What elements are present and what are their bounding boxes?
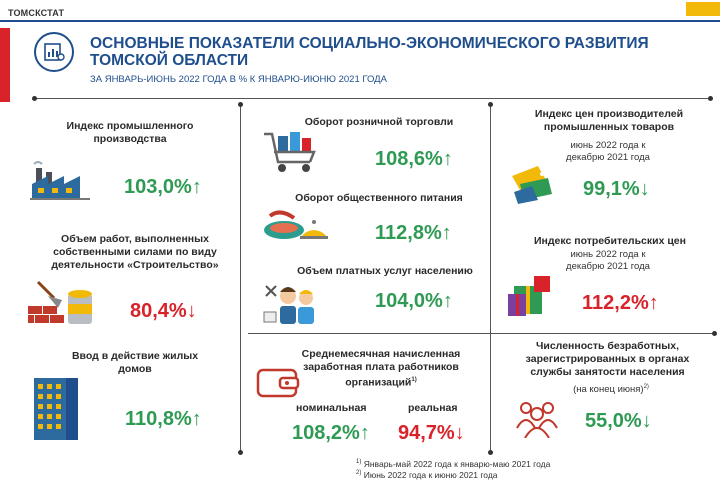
producer-price-period: июнь 2022 года к декабрю 2021 года: [566, 140, 650, 163]
footnote-2: [356, 470, 498, 480]
wages-label: Среднемесячная начисленная заработная плата работников организаций$^{1)}$: [301, 348, 461, 389]
people-group-icon: [514, 398, 560, 443]
divider-vertical-left: [240, 104, 241, 454]
catering-value: 112,8%↑: [375, 222, 452, 244]
footnote-2-mark: 2): [356, 470, 362, 477]
divider-dot: [488, 102, 493, 107]
unemployed-value: 55,0%↓: [585, 410, 652, 432]
price-tags-icon: [508, 162, 564, 211]
divider-top: [34, 98, 710, 99]
catering-label: Оборот общественного питания: [295, 192, 463, 204]
shopping-cart-icon: [262, 130, 318, 181]
apartment-building-icon: [32, 376, 82, 447]
factory-icon: [30, 158, 92, 205]
retail-label: Оборот розничной торговли: [304, 116, 454, 128]
divider-dot: [238, 102, 243, 107]
gift-boxes-icon: [508, 272, 552, 323]
services-value: 104,0%↑: [375, 290, 453, 312]
industry-label: Индекс промышленного производства: [66, 120, 194, 145]
unemployed-footnote-mark: 2): [643, 384, 649, 390]
consumer-price-value: 112,2%↑: [582, 292, 659, 314]
red-accent-bar: [0, 28, 10, 102]
divider-dot: [712, 331, 717, 336]
wages-real-value: 94,7%↓: [398, 422, 465, 444]
wages-nominal-label: номинальная: [296, 402, 367, 414]
housing-label: Ввод в действие жилых домов: [71, 350, 199, 375]
wages-nominal-value: 108,2%↑: [292, 422, 370, 444]
unemployed-label: Численность безработных, зарегистрированных в органах службы занятости населения: [525, 340, 690, 378]
wages-real-label: реальная: [408, 402, 458, 414]
construction-value: 80,4%↓: [130, 300, 197, 322]
footnote-1-mark: 1): [356, 459, 362, 466]
divider-dot: [32, 96, 37, 101]
divider-dot: [238, 450, 243, 455]
report-chart-icon: [34, 32, 74, 72]
footnote-2-text: Июнь 2022 года к июню 2021 года: [363, 470, 498, 480]
housing-value: 110,8%↑: [125, 408, 202, 430]
retail-value: 108,6%↑: [375, 148, 453, 170]
consumer-price-period: июнь 2022 года к декабрю 2021 года: [566, 249, 650, 272]
construction-label: Объем работ, выполненных собственными силами по виду деятельности «Строительство»: [51, 233, 219, 271]
consumer-price-label: Индекс потребительских цен: [533, 235, 686, 247]
divider-mid: [248, 333, 716, 334]
unemployed-note: (на конец июня)$^{2)}$: [573, 384, 649, 396]
services-label: Объем платных услуг населению: [297, 265, 473, 277]
accent-bar: [686, 2, 720, 16]
footnote-1: [356, 459, 550, 469]
industry-value: 103,0%↑: [124, 176, 202, 198]
divider-vertical-right: [490, 104, 491, 454]
divider-dot: [708, 96, 713, 101]
food-dish-icon: [262, 206, 328, 251]
brand-label: ТОМСКСТАТ: [8, 8, 65, 18]
page-title: ОСНОВНЫЕ ПОКАЗАТЕЛИ СОЦИАЛЬНО-ЭКОНОМИЧЕСКОГО РАЗВИТИЯ ТОМСКОЙ ОБЛАСТИ: [90, 35, 649, 69]
construction-bricks-icon: [28, 278, 100, 331]
header-divider: [0, 20, 720, 22]
footnote-1-text: Январь-май 2022 года к январю-маю 2021 года: [363, 459, 551, 469]
people-services-icon: [262, 280, 324, 331]
divider-dot: [488, 450, 493, 455]
producer-price-label: Индекс цен производителей промышленных товаров: [534, 108, 684, 133]
wallet-icon: [256, 366, 300, 403]
wages-footnote-mark: 1): [411, 377, 417, 383]
producer-price-value: 99,1%↓: [583, 178, 650, 200]
page-subtitle: ЗА ЯНВАРЬ-ИЮНЬ 2022 ГОДА В % К ЯНВАРЮ-ИЮНЮ 2021 ГОДА: [90, 74, 387, 85]
